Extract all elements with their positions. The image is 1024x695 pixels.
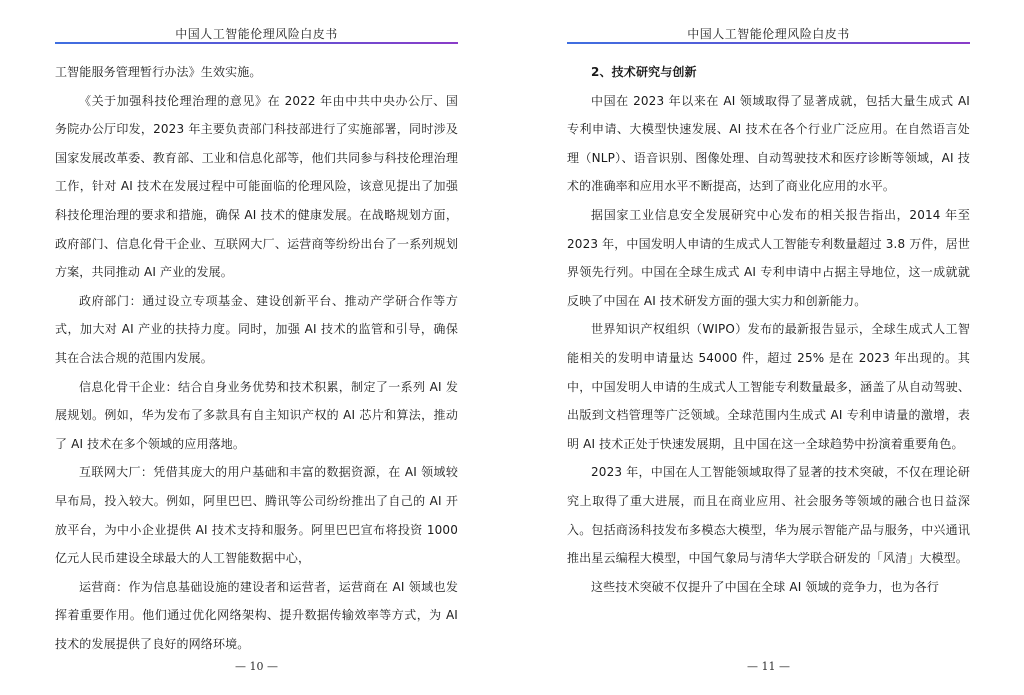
section-heading: 2、技术研究与创新 [591,65,697,79]
page-number: — 11 — [747,660,790,673]
paragraph: 中国在 2023 年以来在 AI 领域取得了显著成就，包括大量生成式 AI 专利申请、大模型快速发展、AI 技术在各个行业广泛应用。在自然语言处理（NLP）、语音识别、图像处理、自动驾驶技术和医疗诊断等领域，AI 技术的准确率和应用水平不断提高，达到了商业化应用的水平。 [567,93,970,194]
paragraph: 《关于加强科技伦理治理的意见》在 2022 年由中共中央办公厅、国务院办公厅印发，2023 年主要负责部门科技部进行了实施部署，同时涉及国家发展改革委、教育部、工业和信息化部等，他们共同参与科技伦理治理工作，针对 AI 技术在发展过程中可能面临的伦理风险，该意见提出了加强科技伦理治理的要求和措施，确保 AI 技术的健康发展。在战略规划方面，政府部门、信息化骨干企业、互联网大厂、运营商等纷纷出台了一系列规划方案，共同推动 AI 产业的发展。 [55,93,458,280]
running-header: 中国人工智能伦理风险白皮书 [687,27,850,41]
right-page [512,0,1024,695]
header-rule [55,42,458,44]
paragraph: 信息化骨干企业：结合自身业务优势和技术积累，制定了一系列 AI 发展规划。例如，华为发布了多款具有自主知识产权的 AI 芯片和算法，推动了 AI 技术在多个领域的应用落地。 [55,379,458,451]
paragraph: 世界知识产权组织（WIPO）发布的最新报告显示，全球生成式人工智能相关的发明申请量达 54000 件，超过 25% 是在 2023 年出现的。其中，中国发明人申请的生成式人工智能专利数量最多，涵盖了从自动驾驶、出版到文档管理等广泛领域。全球范围内生成式 AI 专利申请量的激增，表明 AI 技术正处于快速发展期，且中国在这一全球趋势中扮演着重要角色。 [567,322,970,451]
paragraph: 政府部门：通过设立专项基金、建设创新平台、推动产学研合作等方式，加大对 AI 产业的扶持力度。同时，加强 AI 技术的监管和引导，确保其在合法合规的范围内发展。 [55,293,458,365]
page-number: — 10 — [235,660,278,673]
paragraph-continuation: 工智能服务管理暂行办法》生效实施。 [55,65,262,79]
paragraph: 2023 年，中国在人工智能领域取得了显著的技术突破，不仅在理论研究上取得了重大进展，而且在商业应用、社会服务等领域的融合也日益深入。包括商汤科技发布多模态大模型，华为展示智能产品与服务，中兴通讯推出星云编程大模型，中国气象局与清华大学联合研发的「风清」大模型。 [567,465,970,566]
paragraph: 运营商：作为信息基础设施的建设者和运营者，运营商在 AI 领域也发挥着重要作用。他们通过优化网络架构、提升数据传输效率等方式，为 AI 技术的发展提供了良好的网络环境。 [55,579,458,651]
paragraph: 这些技术突破不仅提升了中国在全球 AI 领域的竞争力，也为各行 [591,579,940,594]
running-header: 中国人工智能伦理风险白皮书 [175,27,338,41]
page-body [567,58,970,601]
page-body [55,58,458,658]
paragraph: 互联网大厂：凭借其庞大的用户基础和丰富的数据资源，在 AI 领域较早布局，投入较大。例如，阿里巴巴、腾讯等公司纷纷推出了自己的 AI 开放平台，为中小企业提供 AI 技术支持和服务。阿里巴巴宣布将投资 1000 亿元人民币建设全球最大的人工智能数据中心， [55,465,458,566]
header-rule [567,42,970,44]
paragraph: 据国家工业信息安全发展研究中心发布的相关报告指出，2014 年至 2023 年，中国发明人申请的生成式人工智能专利数量超过 3.8 万件，居世界领先行列。中国在全球生成式 AI 专利申请中占据主导地位，这一成就就反映了中国在 AI 技术研发方面的强大实力和创新能力。 [567,207,970,308]
